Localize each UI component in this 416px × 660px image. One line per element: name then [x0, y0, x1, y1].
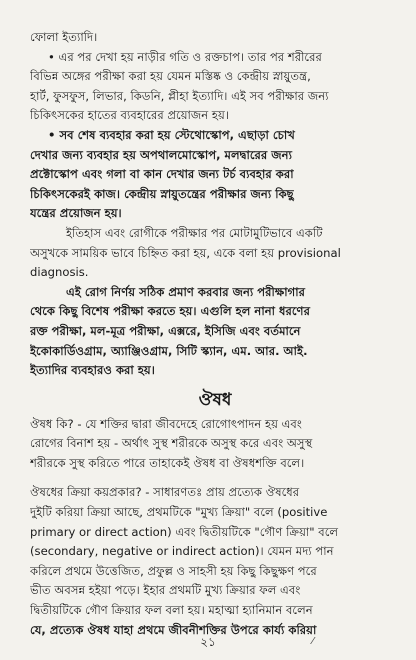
section-heading: ঔষধ — [198, 389, 232, 410]
bullet-line: • এর পর দেখা হয় নাড়ীর গতি ও রক্তচাপ। তার পর শরীরের — [48, 49, 322, 64]
text-line: এই রোগ নির্ণয় সঠিক প্রমাণ করবার জন্য পরীক্ষাগার — [66, 284, 305, 299]
text-line: থেকে কিছু বিশেষ পরীক্ষা করতে হয়। এগুলি হল নানা ধরণের — [30, 304, 310, 319]
text-line: করিলে প্রথমে উত্তেজিত, প্রফুল্ল ও সাহসী হয় কিছু কিছুক্ষণ পরে — [30, 563, 317, 578]
text-line: দেখার জন্য ব্যবহার হয় অপথালমোস্কোপ, মলদ্বারের জন্য — [30, 147, 292, 162]
text-line: যন্ত্রের প্রয়োজন হয়। — [30, 206, 122, 221]
text-line: দুইটি করিয়া ক্রিয়া আছে, প্রথমটিকে "মুখ্য ক্রিয়া" বলে (positive — [30, 505, 328, 520]
text-line: চিকিৎসকের হাতের ব্যবহারের প্রয়োজন হয়। — [30, 108, 229, 123]
text-line: রক্ত পরীক্ষা, মল-মূত্র পরীক্ষা, এক্সরে, ইসিজি এবং বর্তমানে — [30, 323, 301, 338]
text-line: ঔষধের ক্রিয়া কয়প্রকার? - সাধারণতঃ প্রায় প্রত্যেক ঔষধের — [30, 485, 300, 500]
text-line: ইতিহাস এবং রোগীকে পরীক্ষার পর মোটামুটিভাবে একটি — [66, 225, 323, 240]
text-line: (secondary, negative or indirect action)। যেমন মদ্য পান — [30, 544, 334, 559]
text-line: শরীরকে সুস্থ করিতে পারে তাহাকেই ঔষধ বা ঔষধশক্তি বলে। — [30, 455, 305, 470]
text-line: হার্ট, ফুসফুস, লিভার, কিডনি, প্লীহা ইত্যাদি। এই সব পরীক্ষার জন্য — [30, 88, 329, 103]
text-line: প্রক্টোস্কোপ এবং গলা বা কান দেখার জন্য টর্চ ব্যবহার করা — [30, 167, 294, 182]
text-line: যে, প্রত্যেক ঔষধ যাহা প্রথমে জীবনীশক্তির উপরে কার্য্য করিয়া — [30, 622, 317, 637]
bullet-line: • সব শেষ ব্যবহার করা হয় স্টেথোস্কোপ, এছাড়া চোখ — [48, 127, 295, 142]
page-number: ২১ — [200, 635, 216, 649]
text-line: diagnosis. — [30, 265, 89, 280]
text-line: ভীত অবসন্ন হইয়া পড়ে। ইহার প্রথমটি মুখ্য ক্রিয়ার ফল এবং — [30, 583, 301, 598]
text-line: ইকোকার্ডিওগ্রাম, অ্যাঞ্জিওগ্রাম, সিটি স্ক্যান, এম. আর. আই. — [30, 343, 308, 358]
text-line: অসুখকে সাময়িক ভাবে চিহ্নিত করা হয়, একে বলা হয় provisional — [30, 245, 341, 260]
scan-mark: ⁄ — [312, 636, 314, 647]
text-line: ফোলা ইত্যাদি। — [30, 30, 98, 44]
document-page — [30, 28, 400, 640]
text-line: দ্বিতীয়টিকে গৌণ ক্রিয়ার ফল বলা হয়। মহাত্মা হ্যানিমান বলেন — [30, 603, 313, 618]
text-line: primary or direct action) এবং দ্বিতীয়টিকে "গৌণ ক্রিয়া" বলে — [30, 524, 339, 539]
text-line: ইত্যাদির ব্যবহারও করা হয়। — [30, 363, 155, 378]
text-line: ঔষধ কি? - যে শক্তির দ্বারা জীবদেহে রোগোৎপাদন হয় এবং — [30, 416, 302, 431]
text-line: চিকিৎসকেরই কাজ। কেন্দ্রীয় স্নায়ুতন্ত্রের পরীক্ষার জন্য কিছু — [30, 186, 294, 201]
text-line: বিভিন্ন অঙ্গের পরীক্ষা করা হয় যেমন মস্তিষ্ক ও কেন্দ্রীয় স্নায়ুতন্ত্র, — [30, 69, 311, 84]
text-line: রোগের বিনাশ হয় - অর্থাৎ সুস্থ শরীরকে অসুস্থ করে এবং অসুস্থ — [30, 436, 313, 451]
